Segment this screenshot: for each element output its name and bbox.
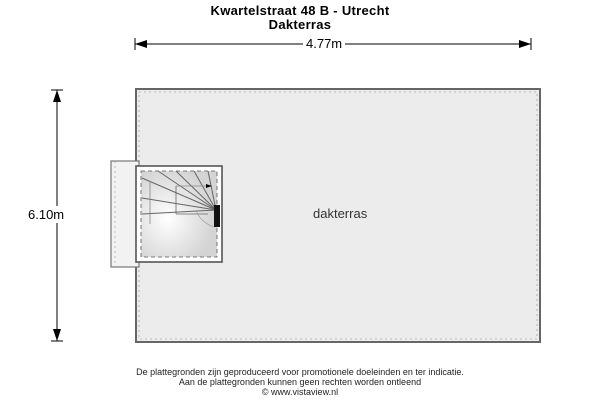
floorplan-floor-title: Dakterras: [268, 17, 332, 32]
room-label-dakterras: dakterras: [313, 206, 368, 221]
disclaimer-line-2: Aan de plattegronden kunnen geen rechten worden ontleend: [178, 377, 422, 387]
width-dimension-label: 4.77m: [303, 36, 345, 51]
copyright-line: © www.vistaview.nl: [261, 387, 339, 397]
disclaimer-line-1: De plattegronden zijn geproduceerd voor promotionele doeleinden en ter indicatie.: [136, 367, 464, 377]
floorplan-address-title: Kwartelstraat 48 B - Utrecht: [210, 3, 390, 18]
height-dimension-label: 6.10m: [28, 207, 65, 222]
